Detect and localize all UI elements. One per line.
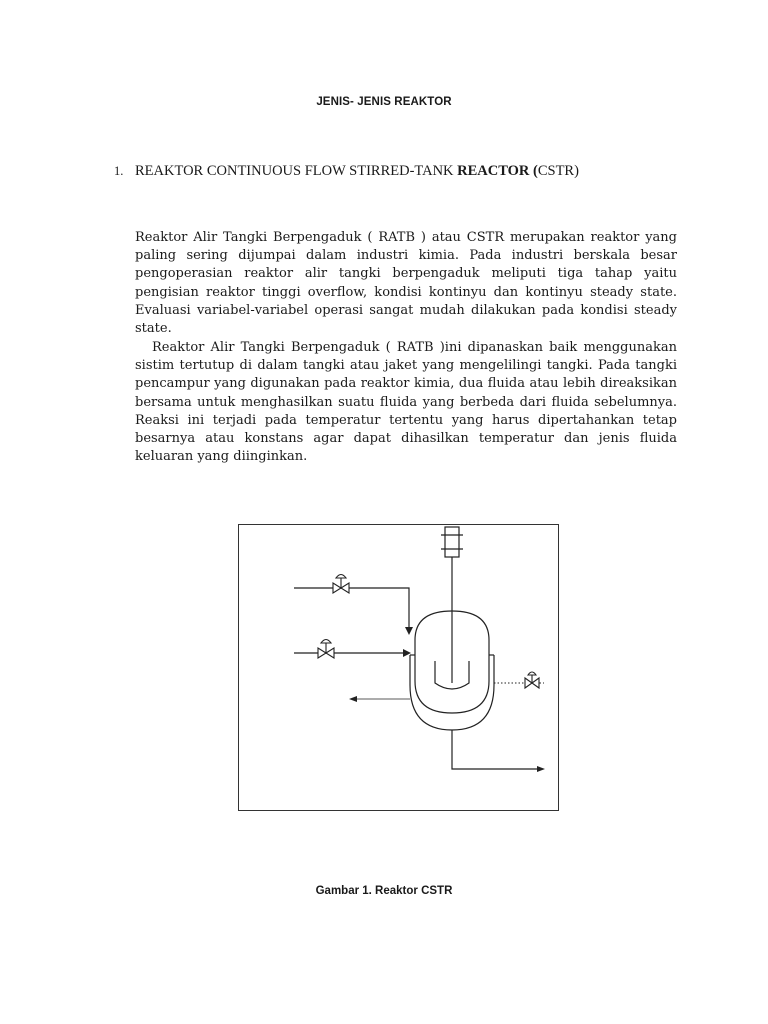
- valve-feed-1: [333, 575, 349, 594]
- product-outlet-line: [452, 730, 542, 769]
- cstr-diagram: [239, 525, 560, 812]
- feed-line-1: [294, 588, 409, 629]
- figure-caption: Gambar 1. Reaktor CSTR: [315, 885, 453, 897]
- valve-feed-2: [318, 640, 334, 659]
- arrow-jacket-out: [349, 696, 357, 702]
- arrow-feed-1: [405, 627, 413, 635]
- paragraph-1: Reaktor Alir Tangki Berpengaduk ( RATB ) atau CSTR merupakan reaktor yang paling sering dijumpai dalam industri kimia. Pada industri berskala besar pengoperasian reaktor alir tangki berpengaduk meliputi tiga tahap yaitu pengisian reaktor tinggi overflow, kondisi kontinyu dan kontinyu steady state. Evaluasi variabel-variabel operasi sangat mudah dilakukan pada kondisi steady state.: [135, 230, 677, 337]
- section-heading-tail: CSTR): [537, 163, 579, 179]
- arrow-product-out: [537, 766, 545, 772]
- section-heading-bold: REACTOR (: [457, 163, 538, 179]
- section-heading-plain: REAKTOR CONTINUOUS FLOW STIRRED-TANK: [135, 163, 458, 179]
- paragraph-2: Reaktor Alir Tangki Berpengaduk ( RATB )ini dipanaskan baik menggunakan sistim tertutup di dalam tangki atau jaket yang mengelilingi tangki. Pada tangki pencampur yang digunakan pada reaktor kimia, dua fluida atau lebih direaksikan bersama untuk menghasilkan suatu fluida yang berbeda dari fluida sebelumnya. Reaksi ini terjadi pada temperatur tertentu yang harus dipertahankan tetap besarnya atau konstans agar dapat dihasilkan temperatur dan jenis fluida keluaran yang diinginkan.: [135, 340, 677, 465]
- cstr-figure: [238, 524, 559, 811]
- stirrer-motor: [445, 527, 459, 557]
- section-number: 1.: [114, 164, 124, 178]
- valve-coolant: [525, 672, 539, 688]
- section-heading: [114, 163, 579, 180]
- document-title: JENIS- JENIS REAKTOR: [316, 96, 452, 108]
